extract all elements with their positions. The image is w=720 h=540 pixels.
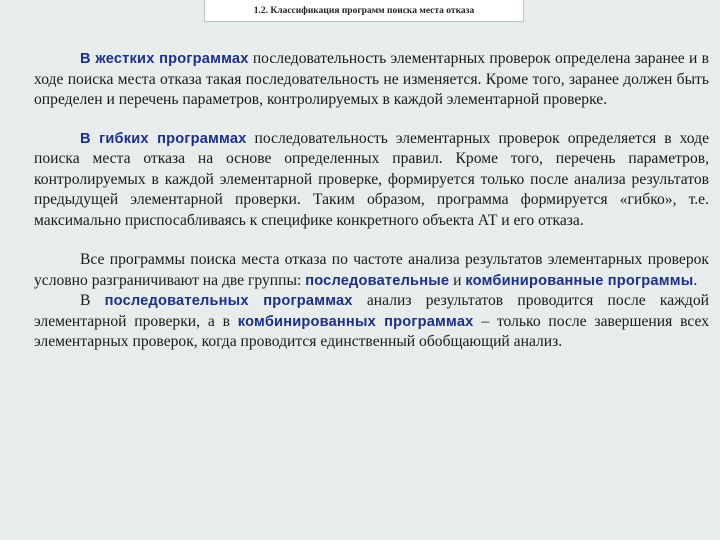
paragraph-rigid-programs [34, 49, 709, 111]
paragraph-text: . [693, 271, 698, 289]
paragraph-text: последовательность элементарных проверок определяется в ходе поиска места отказа на основе определенных правил. Кроме того, перечень параметров, контролируемых в каждой элементарной проверке, формируется только после анализа результатов предыдущей элементарной проверки. Таким образом, программа формируется «гибко», т.е. максимально приспосабливаясь к специфике конкретного объекта АТ и его отказа. [34, 129, 709, 229]
term-flexible-programs: В гибких программах [80, 130, 247, 147]
paragraph-text: анализ результатов проводится после каждой элементарной проверки, а в [34, 292, 710, 330]
paragraph-text: и [449, 271, 466, 289]
term-combined-programs-2: комбинированных программах [237, 313, 474, 330]
paragraph-program-groups [34, 250, 709, 291]
slide-title: 1.2. Классификация программ поиска места отказа [204, 0, 524, 22]
term-rigid-programs: В жестких программах [80, 51, 249, 67]
paragraph-analysis-timing [34, 291, 709, 353]
term-sequential: последовательные [305, 272, 450, 289]
paragraph-text: последовательность элементарных проверок определена заранее и в ходе поиска места отказа такая последовательность не изменяется. Кроме того, заранее должен быть определен и перечень параметров, контролируемых в каждой элементарной проверке. [34, 50, 709, 108]
paragraph-text: – только после завершения всех элементарных проверок, когда проводится единственный обобщающий анализ. [34, 312, 709, 350]
term-combined-programs: комбинированные программы [465, 272, 694, 289]
paragraph-text: В [80, 292, 105, 309]
paragraph-text: Все программы поиска места отказа по частоте анализа результатов элементарных проверок условно разграничивают на две группы: [34, 251, 709, 289]
paragraph-flexible-programs [34, 129, 709, 232]
term-sequential-programs: последовательных программах [104, 293, 353, 309]
slide-body [34, 49, 709, 353]
